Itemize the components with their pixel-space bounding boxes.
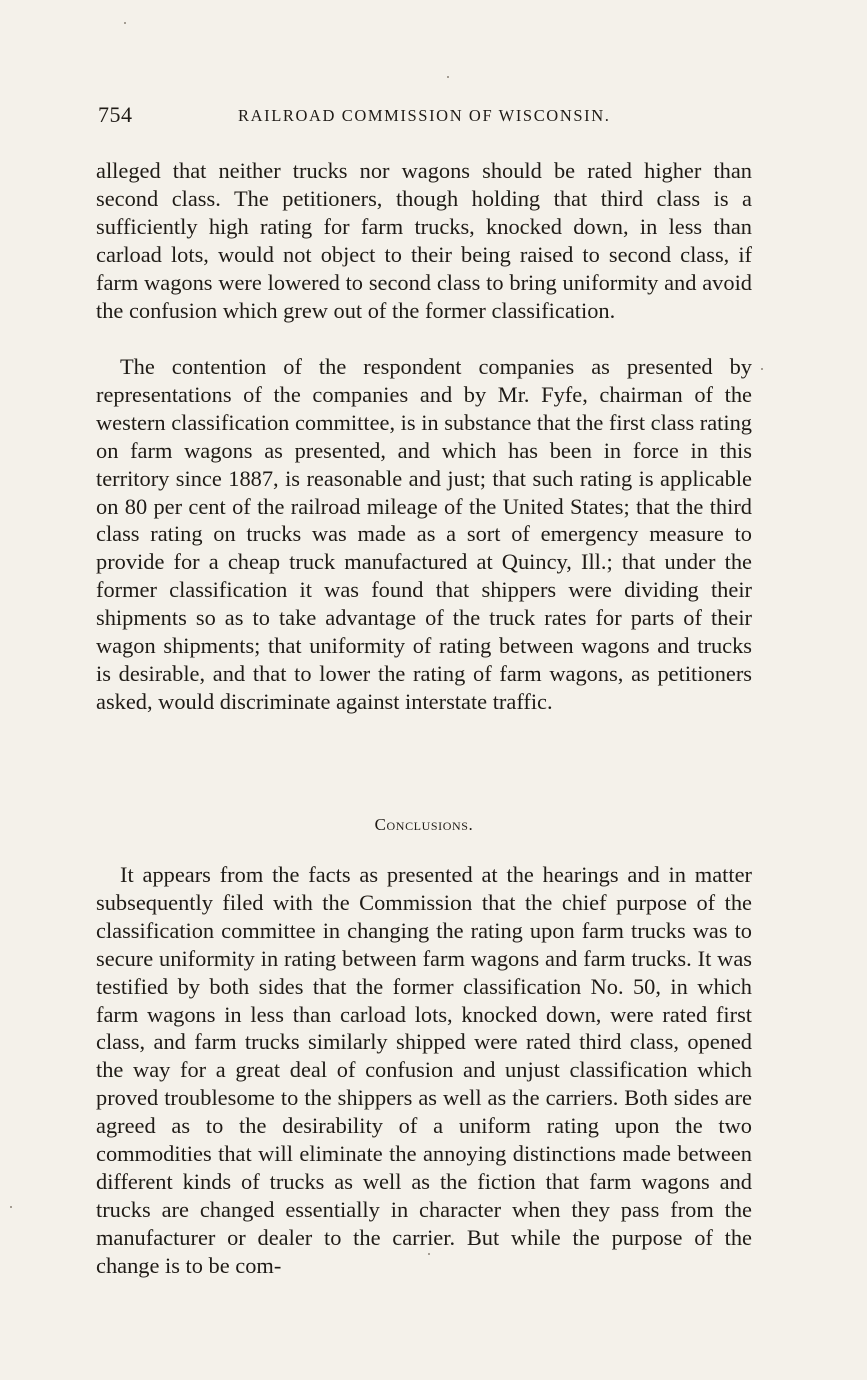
paragraph-continued: alleged that neither trucks nor wagons should be rated higher than second class. The petitioners, though holding that third class is a sufficiently high rating for farm trucks, knocked down, in less than carload lots, would not object to their being raised to second class, if farm wagons were lowered to second class to bring uniformity and avoid the confusion which grew out of the former classification. xyxy=(96,158,752,323)
running-title: RAILROAD COMMISSION OF WISCONSIN. xyxy=(238,106,611,125)
paper-speck xyxy=(10,1206,12,1208)
section-heading-conclusions: Conclusions. xyxy=(374,815,474,834)
paper-speck xyxy=(124,22,126,24)
paragraph-respondent-contention: The contention of the respondent companies as presented by representations of the companies and by Mr. Fyfe, chairman of the western classification committee, is in substance that the first class rating on farm wagons as presented, and which has been in force in this territory since 1887, is reasonable and just; that such rating is applicable on 80 per cent of the railroad mileage of the United States; that the third class rating on trucks was made as a sort of emergency measure to provide for a cheap truck manufactured at Quincy, Ill.; that under the former classification it was found that shippers were dividing their shipments so as to take advantage of the truck rates for parts of their wagon shipments; that uniformity of rating between wagons and trucks is desirable, and that to lower the rating of farm wagons, as petitioners asked, would discriminate against interstate traffic. xyxy=(96,354,752,714)
page-header xyxy=(98,100,750,134)
page-number: 754 xyxy=(98,102,133,127)
paper-speck xyxy=(761,368,763,370)
paper-speck xyxy=(447,76,449,78)
paragraph-conclusions: It appears from the facts as presented at the hearings and in matter subsequently filed with the Commission that the chief purpose of the classification committee in changing the rating upon farm trucks was to secure uniformity in rating between farm wagons and farm trucks. It was testified by both sides that the former classification No. 50, in which farm wagons in less than carload lots, knocked down, were rated first class, and farm trucks similarly shipped were rated third class, opened the way for a great deal of confusion and unjust classification which proved troublesome to the shippers as well as the carriers. Both sides are agreed as to the desirability of a uniform rating upon the two commodities that will eliminate the annoying distinctions made between different kinds of trucks as well as the fiction that farm wagons and trucks are changed essentially in character when they pass from the manufacturer or dealer to the carrier. But while the purpose of the change is to be com- xyxy=(96,862,752,1278)
